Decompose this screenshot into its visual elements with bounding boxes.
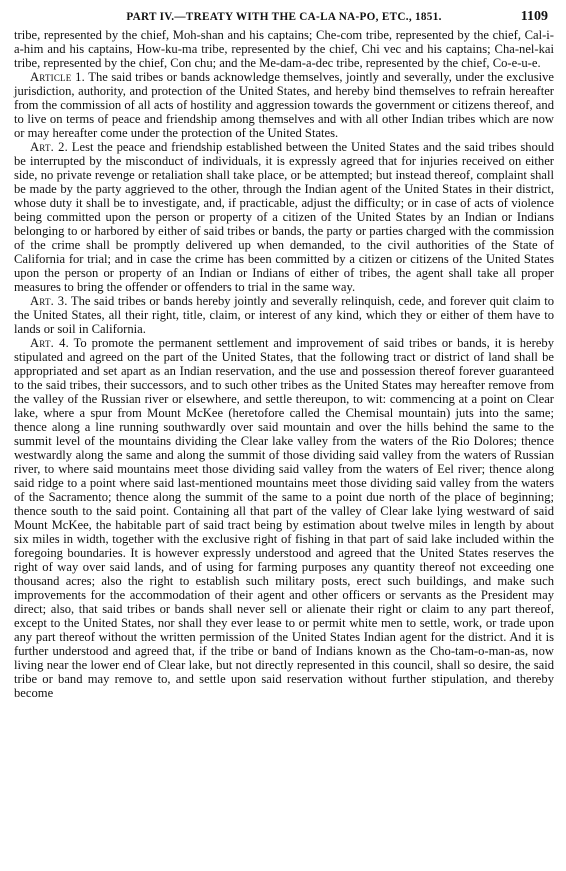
paragraph-text: To promote the permanent settlement and improvement of said tribes or bands, it is hereby stipulated and agreed on the part of the United States, that the following tract or district of land shall be appropriated and set apart as an Indian reservation, and the use and possession thereof forever guaranteed to the said tribes, their successors, and to such other tribes as the United States may hereafter remove from the valley of the Russian river or elsewhere, and settle thereupon, to wit: commencing at a point on Clear lake, where a spur from Mount McKee (heretofore called the Chemisal mountain) juts into the same; thence along a line running southwardly over said mountain and over the hills behind the same to the summit level of the mountains dividing the Clear lake valley from the waters of the Rio Dolores; thence westwardly along the same and along the summit of those dividing said valley from the waters of Russian river, to where said mountains meet those dividing said valley from the waters of Eel river; thence along said ridge to a point where said last-mentioned mountains meet those dividing said valley from the waters of the Sacramento; thence along the summit of the same to a point due north of the place of beginning; thence south to the said point. Containing all that part of the valley of Clear lake lying westward of said Mount McKee, the habitable part of said tract being by estimation about twelve miles in length by about six miles in width, together with the exclusive right of fishing in that part of said lake included within the foregoing boundaries. It is however expressly understood and agreed that the United States reserves the right of way over said lands, and of using for farming purposes any quantity thereof not exceeding one thousand acres; also the right to establish such military posts, erect such buildings, and make such improvements for the accommodation of their agent and other officers or servants as the President may direct; also, that said tribes or bands shall never sell or alienate their right or claim to any part thereof, except to the United States, nor shall they ever lease to or permit white men to settle, work, or trade upon any part thereof without the written permission of the United States Indian agent for the district. And it is further understood and agreed that, if the tribe or band of Indians known as the Cho-tam-o-man-as, now living near the lower end of Clear lake, but not directly represented in this council, shall so desire, the said tribe or band may remove to, and settle upon said reservation without further stipulation, and thereby become: [14, 336, 555, 700]
paragraph-text: The said tribes or bands acknowledge themselves, jointly and severally, under the exclusive jurisdiction, authority, and protection of the United States, and hereby bind themselves to refrain hereafter from the commission of all acts of hostility and aggression towards the government or citizens thereof, and to live on terms of peace and friendship among themselves and with all other Indian tribes which are now or may hereafter come under the protection of the United States.: [14, 70, 554, 140]
treaty-body: [14, 28, 554, 700]
article-label: Art. 4.: [30, 336, 69, 350]
article-label: Art. 3.: [30, 294, 68, 308]
article-label: Article 1.: [30, 70, 85, 84]
paragraph-text: Lest the peace and friendship established between the United States and the said tribes should be interrupted by the misconduct of individuals, it is expressly agreed that for injuries received on either side, no private revenge or retaliation shall take place, or be attempted; but instead thereof, complaint shall be made by the party aggrieved to the other, through the Indian agent of the United States in their district, whose duty it shall be to investigate, and, if practicable, adjust the difficulty; or in case of acts of violence being committed upon the person or property of a citizen of the United States by an Indian or Indians belonging to or harbored by either of said tribes or bands, the party or parties charged with the commission of the crime shall be promptly delivered up when demanded, to the civil authorities of the State of California for trial; and in case the crime has been committed by a citizen or citizens of the United States upon the person or property of an Indian or Indians of either of tribes, the agent shall take all proper measures to bring the offender or offenders to trial in the same way.: [14, 140, 554, 294]
paragraph-article-2: [14, 140, 554, 294]
running-header: [14, 6, 554, 28]
header-title: PART IV.—TREATY WITH THE CA-LA NA-PO, ETC., 1851.: [126, 11, 442, 23]
paragraph-continuation: [14, 28, 554, 70]
paragraph-text: tribe, represented by the chief, Moh-shan and his captains; Che-com tribe, represented by the chief, Cal-i-a-him and his captains, How-ku-ma tribe, represented by the chief, Chi vec and his captains; Cha-nel-kai tribe, represented by the chief, Con chu; and the Me-dam-a-dec tribe, represented by the chief, Co-e-u-e.: [14, 28, 554, 70]
paragraph-article-1: [14, 70, 554, 140]
article-label: Art. 2.: [30, 140, 68, 154]
page-number: 1109: [520, 9, 548, 24]
paragraph-article-3: [14, 294, 554, 336]
paragraph-article-4: [14, 336, 554, 700]
paragraph-text: The said tribes or bands hereby jointly and severally relinquish, cede, and forever quit claim to the United States, all their right, title, claim, or interest of any kind, which they or either of them have to lands or soil in California.: [14, 294, 555, 336]
